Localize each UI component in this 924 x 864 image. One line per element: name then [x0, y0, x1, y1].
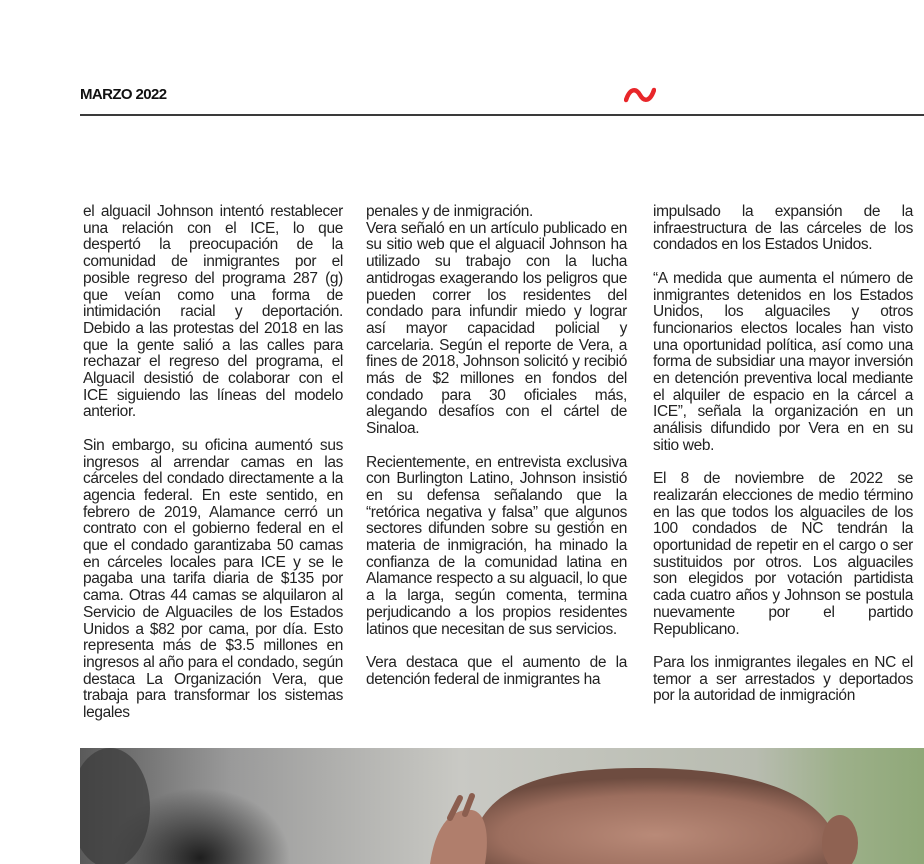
brand-logo-icon: [624, 86, 656, 104]
paragraph: el alguacil Johnson intentó restablecer una relación con el ICE, lo que despertó la preocupación de la comunidad de inmigrantes por el posible regreso del programa 287 (g) que veían como una forma de intimidación racial y deportación. Debido a las protestas del 2018 en las que la gente salió a las calles para rechazar el regreso del programa, el Alguacil desistió de colaborar con el ICE siguiendo las líneas del modelo anterior.: [83, 203, 343, 421]
issue-date: MARZO 2022: [80, 86, 167, 103]
paragraph: El 8 de noviembre de 2022 se realizarán elecciones de medio término en las que todos los alguaciles de los 100 condados de NC tendrán la oportunidad de repetir en el cargo o ser sustituidos por otros. Los alguaciles son elegidos por votación partidista cada cuatro años y Johnson se postula nuevamente por el partido Republicano.: [653, 470, 913, 638]
paragraph: Recientemente, en entrevista exclusiva con Burlington Latino, Johnson insistió en su defensa señalando que la “retórica negativa y falsa” que algunos sectores difunden sobre su gestión en materia de inmigración, ha minado la confianza de la comunidad latina en Alamance respecto a su alguacil, lo que a la larga, según comenta, termina perjudicando a los propios residentes latinos que necesitan de sus servicios.: [366, 453, 627, 638]
article-column-2: [366, 204, 627, 688]
paragraph: Vera destaca que el aumento de la detención federal de inmigrantes ha: [366, 653, 627, 688]
paragraph: Sin embargo, su oficina aumentó sus ingresos al arrendar camas en las cárceles del condado directamente a la agencia federal. En este sentido, en febrero de 2019, Alamance cerró un contrato con el gobierno federal en el que el condado garantizaba 50 camas en cárceles locales para ICE y se le pagaba una tarifa diaria de $135 por cama. Otras 44 camas se alquilaron al Servicio de Alguaciles de los Estados Unidos a $82 por cama, por día. Esto representa más de $3.5 millones en ingresos al año para el condado, según destaca La Organización Vera, que trabaja para transformar los sistemas legales: [83, 436, 343, 722]
paragraph: “A medida que aumenta el número de inmigrantes detenidos en los Estados Unidos, los alguaciles y otros funcionarios electos locales han visto una oportunidad política, así como una forma de subsidiar una mayor inversión en detención preventiva local mediante el alquiler de espacio en la cárcel a ICE”, señala la organización en un análisis difundido por Vera en en su sitio web.: [653, 269, 913, 454]
paragraph: penales y de inmigración.: [366, 203, 534, 220]
header-rule: [80, 114, 924, 116]
paragraph: impulsado la expansión de la infraestructura de las cárceles de los condados en los Estados Unidos.: [653, 203, 913, 254]
paragraph: Para los inmigrantes ilegales en NC el temor a ser arrestados y deportados por la autoridad de inmigración: [653, 653, 913, 705]
article-column-1: [83, 204, 343, 722]
portrait-photo-icon: [80, 748, 924, 864]
article-column-3: [653, 204, 913, 705]
paragraph: Vera señaló en un artículo publicado en su sitio web que el alguacil Johnson ha utilizado su trabajo con la lucha antidrogas exagerando los peligros que pueden correr los residentes del condado para infundir miedo y lograr así mayor capacidad policial y carcelaria. Según el reporte de Vera, a fines de 2018, Johnson solicitó y recibió más de $2 millones en fondos del condado para 30 oficiales más, alegando desafíos con el cártel de Sinaloa.: [366, 219, 627, 438]
